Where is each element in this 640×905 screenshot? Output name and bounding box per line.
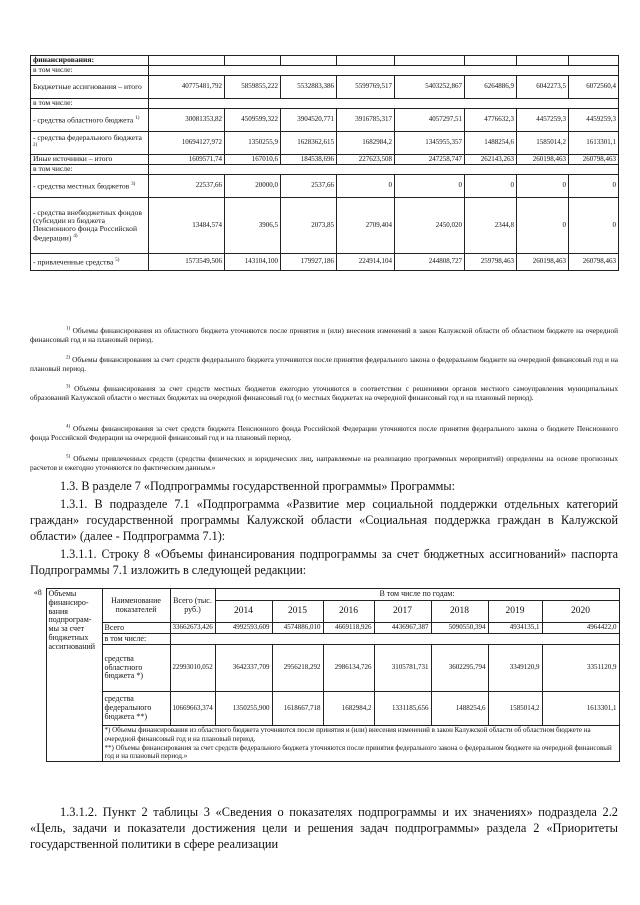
table-cell: [225, 56, 281, 66]
row-label: в том числе:: [31, 66, 149, 76]
table-cell: 4459259,3: [569, 109, 619, 132]
table-cell: 0: [569, 175, 619, 198]
table-cell: 224914,104: [337, 254, 395, 271]
table-cell: [465, 56, 517, 66]
table-cell: 3916785,317: [337, 109, 395, 132]
row-label: - средства федерального бюджета $^{2)}$: [31, 132, 149, 155]
table-cell: 4934135,1: [488, 623, 542, 634]
table-cell: 4574886,010: [272, 623, 323, 634]
table-cell: 2986134,726: [323, 645, 374, 692]
table-row: [30, 623, 619, 634]
empty-span-cell: [149, 99, 619, 109]
row-label: Объемы финансиро-вания подпрограм-мы за счет бюджетных ассигнований: [46, 589, 102, 762]
subprogram-financing-table: [30, 588, 620, 762]
table-cell: 4964422,0: [542, 623, 619, 634]
table-cell: 1331185,656: [374, 692, 431, 726]
table-cell: 2956218,292: [272, 645, 323, 692]
table-cell: 5403252,867: [395, 76, 465, 99]
table-cell: 1350255,9: [225, 132, 281, 155]
table-cell: 4992593,609: [215, 623, 272, 634]
table-cell: 143104,100: [225, 254, 281, 271]
table-cell: 1613301,1: [569, 132, 619, 155]
table-cell: 1585014,2: [517, 132, 569, 155]
years-header: В том числе по годам:: [215, 589, 619, 601]
table-cell: 2344,8: [465, 198, 517, 254]
paragraph-1-3: 1.3. В разделе 7 «Подпрограммы государственной программы» Программы:: [60, 479, 455, 493]
table-cell: 227623,508: [337, 155, 395, 165]
table-cell: 1609571,74: [149, 155, 225, 165]
row-label: - средства местных бюджетов $^{3)}$: [31, 175, 149, 198]
table-cell: 259798,463: [465, 254, 517, 271]
row-label: Всего: [102, 623, 170, 634]
table-row: [30, 634, 619, 645]
col-name-header: Наименование показателей: [102, 589, 170, 623]
table-row: [31, 155, 619, 165]
empty-span-cell: [149, 66, 619, 76]
year-header: 2017: [374, 601, 431, 623]
table-cell: [149, 56, 225, 66]
table-cell: 10669663,374: [170, 692, 215, 726]
year-header: 2016: [323, 601, 374, 623]
table-cell: 1488254,6: [465, 132, 517, 155]
table-cell: 0: [517, 175, 569, 198]
table-cell: 22993010,052: [170, 645, 215, 692]
table-cell: 0: [337, 175, 395, 198]
table-row: [31, 66, 619, 76]
table-cell: [517, 56, 569, 66]
table-cell: 1350255,900: [215, 692, 272, 726]
row-label: в том числе:: [31, 99, 149, 109]
table-cell: 179927,186: [281, 254, 337, 271]
paragraph-1-3-1-2: 1.3.1.2. Пункт 2 таблицы 3 «Сведения о показателях подпрограммы и их значениях» подраздела 2.2 «Цель, задачи и показатели достижения цели и решения задач подпрограммы» раздела 2 «Приоритеты государственной политики в сфере реализации: [30, 805, 618, 852]
table-cell: 1613301,1: [542, 692, 619, 726]
footnote-2: $^{2)}$ Объемы финансирования за счет средств федерального бюджета уточняются после принятия федерального закона о федеральном бюджете на очередной финансовый год и на плановый период.: [30, 355, 618, 374]
table-cell: 20000,0: [225, 175, 281, 198]
table-cell: 22537,66: [149, 175, 225, 198]
paragraph-1-3-1-1: 1.3.1.1. Строку 8 «Объемы финансирования подпрограммы за счет бюджетных ассигнований» паспорта Подпрограммы 7.1 изложить в следующей редакции:: [30, 547, 618, 577]
table-cell: 5090550,394: [431, 623, 488, 634]
row-label: финансирования:: [31, 56, 149, 66]
table-cell: 6042273,5: [517, 76, 569, 99]
table-cell: 262143,263: [465, 155, 517, 165]
row-label: в том числе:: [31, 165, 149, 175]
year-header: 2014: [215, 601, 272, 623]
table-cell: 3602295,794: [431, 645, 488, 692]
table-cell: 1628362,615: [281, 132, 337, 155]
year-header: 2018: [431, 601, 488, 623]
table-row: [31, 109, 619, 132]
table-cell: 1585014,2: [488, 692, 542, 726]
table-cell: 3351120,9: [542, 645, 619, 692]
table-cell: 247258,747: [395, 155, 465, 165]
table-cell: 6264886,9: [465, 76, 517, 99]
row-label: средства федерального бюджета **): [102, 692, 170, 726]
table-cell: 4776632,3: [465, 109, 517, 132]
table-cell: 260198,463: [517, 254, 569, 271]
table-cell: 4057297,51: [395, 109, 465, 132]
empty-span-cell: [170, 634, 619, 645]
table-cell: 2073,85: [281, 198, 337, 254]
table-cell: [395, 56, 465, 66]
table-cell: 4457259,3: [517, 109, 569, 132]
table-cell: 30081353,82: [149, 109, 225, 132]
row-label: в том числе:: [102, 634, 170, 645]
table-cell: 0: [569, 198, 619, 254]
table-cell: 1682984,2: [323, 692, 374, 726]
row-label: - средства внебюджетных фондов (субсидии из бюджета Пенсионного фонда Российской Федерации) $^{4)}$: [31, 198, 149, 254]
table-cell: 260798,463: [569, 155, 619, 165]
table-cell: [281, 56, 337, 66]
table-cell: 3105781,731: [374, 645, 431, 692]
table-cell: 260198,463: [517, 155, 569, 165]
quote-number: «8: [33, 587, 42, 597]
table-cell: 40775481,792: [149, 76, 225, 99]
table-cell: 3904520,771: [281, 109, 337, 132]
financing-table: [30, 55, 619, 271]
row-label: - средства областного бюджета $^{1)}$: [31, 109, 149, 132]
table-cell: 13484,574: [149, 198, 225, 254]
table2-note-2: **) Объемы финансирования за счет средств федерального бюджета уточняются после принятия федерального закона о федеральном бюджете на очередной финансовый год и на плановый период.»: [104, 743, 612, 761]
table-row: [31, 165, 619, 175]
table-row: [30, 645, 619, 692]
table2-notes: [102, 726, 619, 762]
empty-span-cell: [149, 165, 619, 175]
row-label: Бюджетные ассигнования – итого: [31, 76, 149, 99]
year-header: 2015: [272, 601, 323, 623]
paragraph-1-3-1: 1.3.1. В подразделе 7.1 «Подпрограмма «Развитие мер социальной поддержки отдельных категорий граждан» государственной программы Калужской области «Социальная поддержка граждан в Калужской области» (далее - Подпрограмма 7.1):: [30, 497, 618, 543]
table-cell: 3349120,9: [488, 645, 542, 692]
table-cell: 167010,6: [225, 155, 281, 165]
col-total-header: Всего (тыс. руб.): [170, 589, 215, 623]
table-cell: [569, 56, 619, 66]
table-cell: 184538,696: [281, 155, 337, 165]
table-row: [31, 132, 619, 155]
footnote-1: $^{1)}$ Объемы финансирования из областного бюджета уточняются после принятия и (или) внесения изменений в закон Калужской области об областном бюджете на очередной финансовый год и на плановый период.: [30, 326, 618, 345]
table-cell: 3906,5: [225, 198, 281, 254]
table-cell: 0: [517, 198, 569, 254]
table-cell: 1682984,2: [337, 132, 395, 155]
table2-note-1: *) Объемы финансирования из областного бюджета уточняются после принятия и (или) внесения изменений в закон Калужской области об областном бюджете на очередной финансовый год и на плановый период.: [104, 726, 591, 743]
year-header: 2019: [488, 601, 542, 623]
footnote-5: $^{5)}$ Объемы привлеченных средств (средства физических и юридических лиц, направляемые на реализацию программных мероприятий) определены на основе прогнозных расчетов и ежегодно уточняются по фактическим данным.»: [30, 454, 619, 473]
table-cell: 244808,727: [395, 254, 465, 271]
table-cell: [337, 56, 395, 66]
table-cell: 5859855,222: [225, 76, 281, 99]
table-row: [31, 254, 619, 271]
table-row: [31, 56, 619, 66]
table-cell: 1488254,6: [431, 692, 488, 726]
table-cell: 6072560,4: [569, 76, 619, 99]
row-label: Иные источники – итого: [31, 155, 149, 165]
table-row: [30, 692, 619, 726]
table-cell: 1345955,357: [395, 132, 465, 155]
row-label: средства областного бюджета *): [102, 645, 170, 692]
table-cell: 5599769,517: [337, 76, 395, 99]
table-cell: 1573549,506: [149, 254, 225, 271]
footnote-3: $^{3)}$ Объемы финансирования за счет средств местных бюджетов ежегодно уточняются в соответствии с решениями органов местного самоуправления муниципальных образований Калужской области о местных бюджетах на очередной финансовый год (о местных бюджетах на очередной финансовый год и на плановый период).: [30, 384, 618, 403]
table-row: [31, 198, 619, 254]
table-cell: 2450,020: [395, 198, 465, 254]
table-cell: 1618667,718: [272, 692, 323, 726]
table-row: [31, 76, 619, 99]
table-cell: 260798,463: [569, 254, 619, 271]
table-row: [31, 99, 619, 109]
table-cell: 33662673,426: [170, 623, 215, 634]
table-cell: 2709,404: [337, 198, 395, 254]
table-cell: 5532883,386: [281, 76, 337, 99]
table-cell: 4436967,387: [374, 623, 431, 634]
table-cell: 0: [395, 175, 465, 198]
table-row: [31, 175, 619, 198]
table-cell: 2537,66: [281, 175, 337, 198]
table-cell: 10694127,972: [149, 132, 225, 155]
table-cell: 3642337,709: [215, 645, 272, 692]
year-header: 2020: [542, 601, 619, 623]
table-cell: 4509599,322: [225, 109, 281, 132]
table-cell: 0: [465, 175, 517, 198]
table-cell: 4669118,926: [323, 623, 374, 634]
row-label: - привлеченные средства $^{5)}$: [31, 254, 149, 271]
footnote-4: $^{4)}$ Объемы финансирования за счет средств бюджета Пенсионного фонда Российской Федерации уточняются после принятия федерального закона о бюджете Пенсионного фонда Российской Федерации на очередной финансовый год и на плановый период.: [30, 424, 618, 443]
